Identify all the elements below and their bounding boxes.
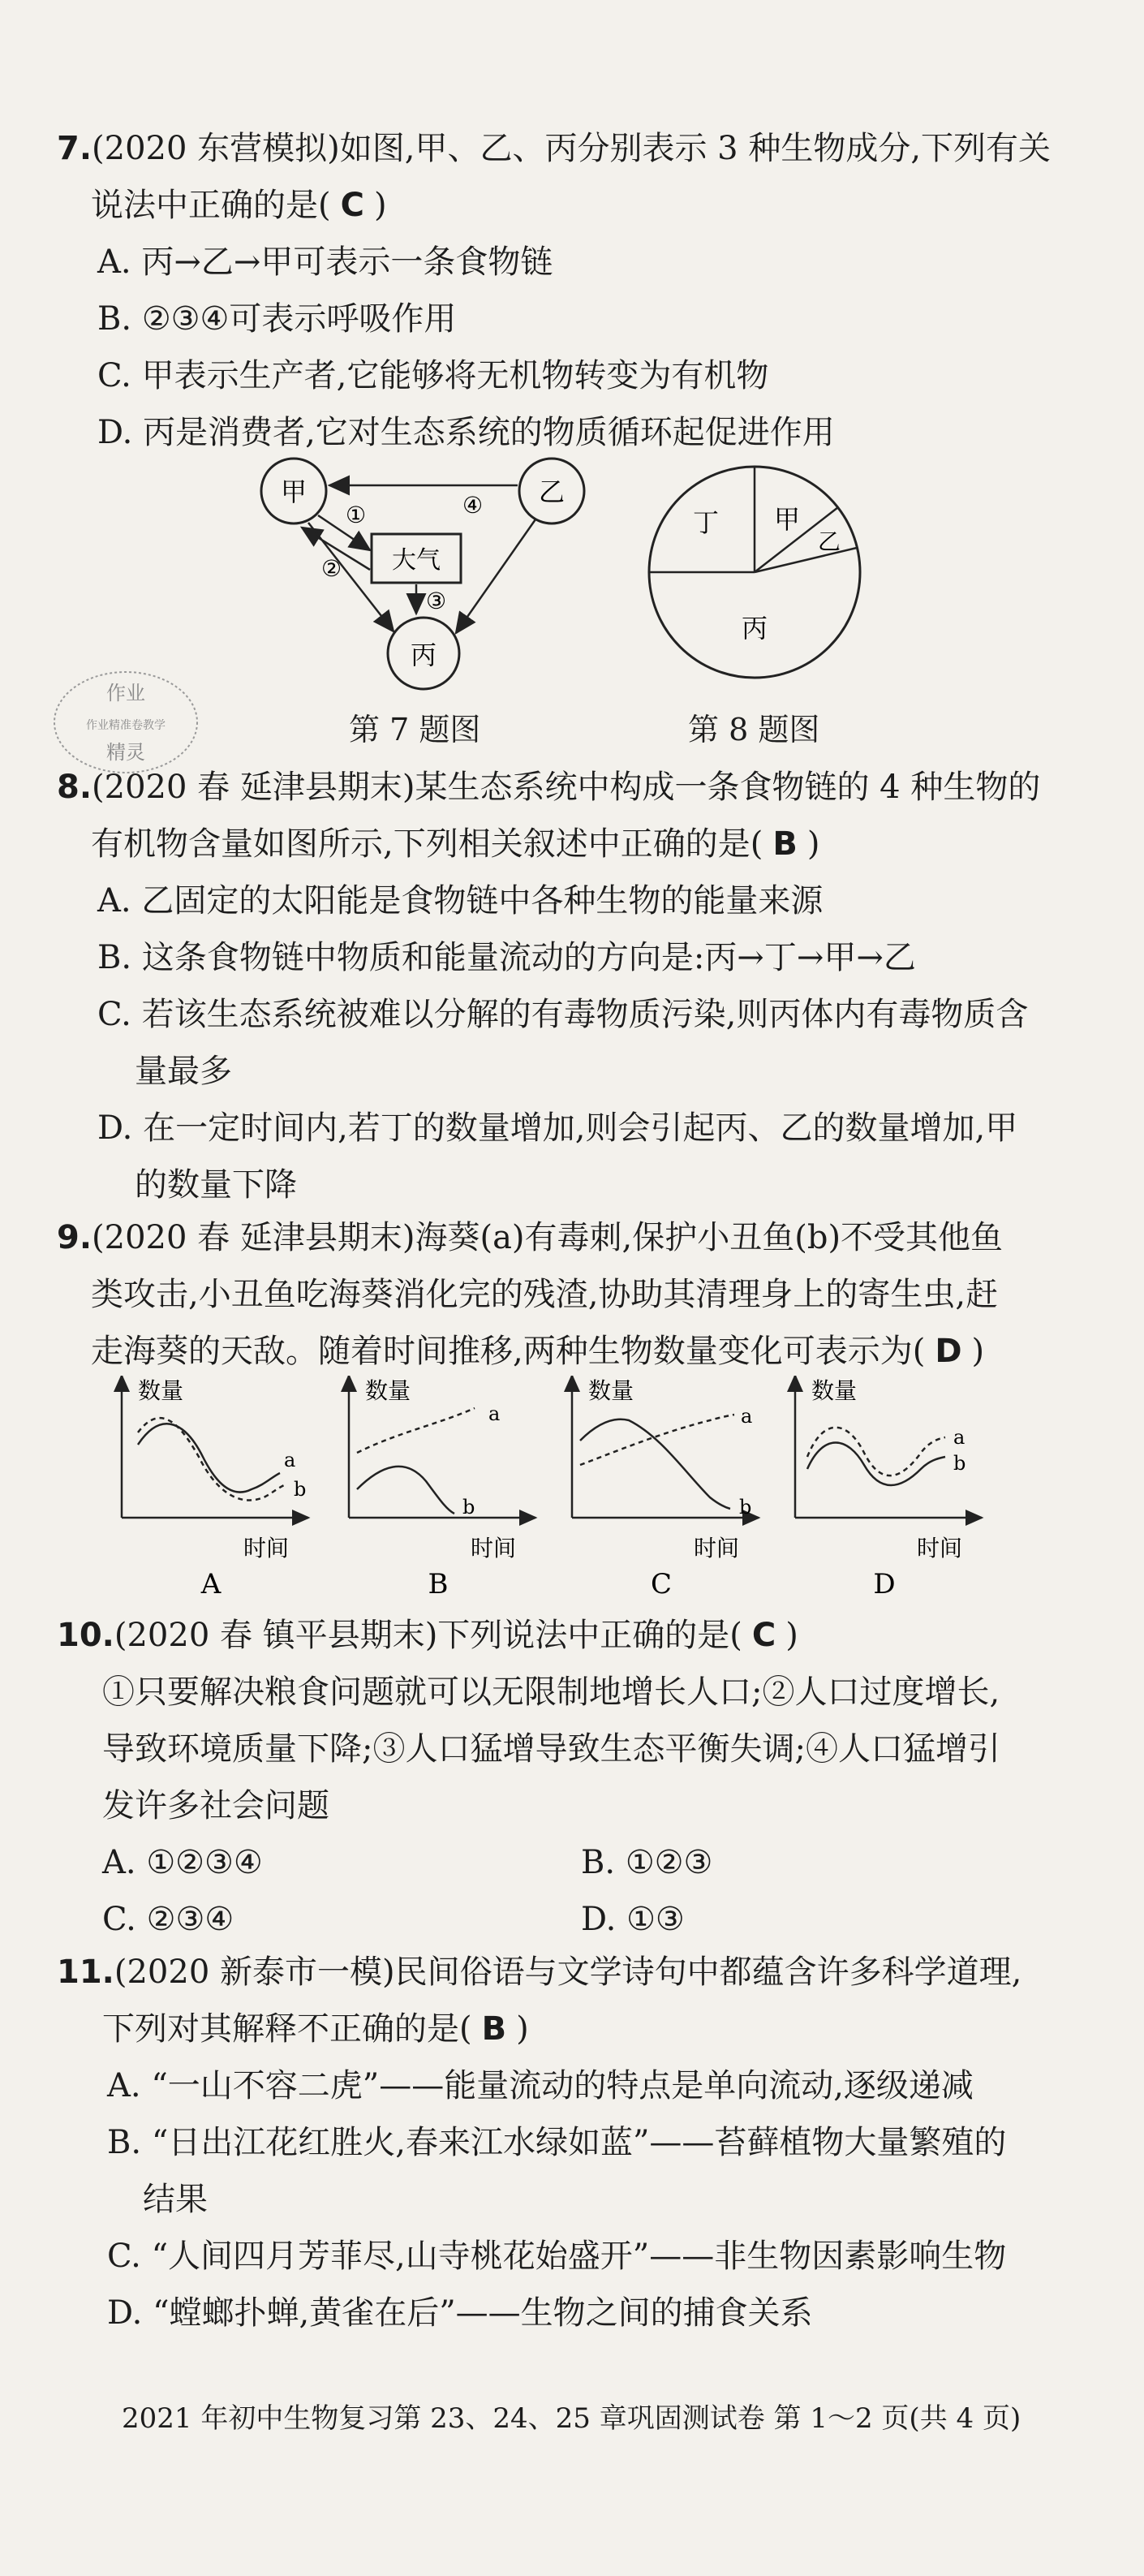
svg-text:数量: 数量 bbox=[138, 1377, 184, 1404]
svg-text:精灵: 精灵 bbox=[106, 741, 145, 764]
figure-7-caption: 第 7 题图 bbox=[349, 712, 481, 747]
pie-label-yi: 乙 bbox=[817, 528, 841, 555]
svg-text:数量: 数量 bbox=[811, 1377, 858, 1404]
svg-text:时间: 时间 bbox=[243, 1535, 290, 1562]
question-10 bbox=[57, 1607, 1087, 1948]
atmosphere-label: 大气 bbox=[392, 546, 441, 575]
q8-option-d-cont: 的数量下降 bbox=[135, 1166, 297, 1204]
q11-stem-line2: 下列对其解释不正确的是( B ) bbox=[102, 2010, 529, 2048]
q10-option-c: C. ②③④ bbox=[102, 1901, 234, 1938]
q10-option-b: B. ①②③ bbox=[581, 1844, 713, 1881]
graph-b bbox=[349, 1376, 535, 1600]
q9-stem-line1: 9.(2020 春 延津县期末)海葵(a)有毒刺,保护小丑鱼(b)不受其他鱼 bbox=[57, 1219, 1004, 1256]
q11-option-d: D. “螳螂扑蝉,黄雀在后”——生物之间的捕食关系 bbox=[107, 2294, 813, 2332]
svg-text:a: a bbox=[488, 1402, 501, 1425]
arrow-1-label: ① bbox=[346, 502, 367, 528]
svg-text:a: a bbox=[741, 1405, 753, 1428]
graph-d-letter: D bbox=[873, 1568, 896, 1600]
q9-number: 9. bbox=[57, 1219, 92, 1256]
question-8 bbox=[57, 759, 1087, 1213]
svg-text:时间: 时间 bbox=[694, 1535, 740, 1562]
pie-label-ding: 丁 bbox=[692, 507, 720, 538]
svg-text:时间: 时间 bbox=[471, 1535, 517, 1562]
q8-stem-line1: 8.(2020 春 延津县期末)某生态系统中构成一条食物链的 4 种生物的 bbox=[57, 769, 1041, 806]
pie-label-bing: 丙 bbox=[741, 613, 768, 644]
svg-text:b: b bbox=[953, 1452, 966, 1475]
q10-number: 10. bbox=[57, 1617, 114, 1654]
svg-text:a: a bbox=[953, 1426, 966, 1449]
q10-options-row2 bbox=[57, 1891, 1087, 1948]
q7-answer: C bbox=[340, 187, 364, 224]
arrow-3-label: ③ bbox=[426, 588, 447, 614]
q10-stem: 10.(2020 春 镇平县期末)下列说法中正确的是( C ) bbox=[57, 1617, 798, 1654]
svg-text:b: b bbox=[462, 1496, 475, 1518]
q9-stem-line2: 类攻击,小丑鱼吃海葵消化完的残渣,协助其清理身上的寄生虫,赶 bbox=[91, 1276, 999, 1313]
graph-c-letter: C bbox=[650, 1568, 673, 1600]
q7-stem-line2: 说法中正确的是( C ) bbox=[91, 187, 387, 224]
question-9 bbox=[57, 1209, 1087, 1380]
q8-option-a: A. 乙固定的太阳能是食物链中各种生物的能量来源 bbox=[97, 882, 824, 920]
q7-option-d: D. 丙是消费者,它对生态系统的物质循环起促进作用 bbox=[97, 414, 835, 451]
svg-text:作业精准卷教学: 作业精准卷教学 bbox=[86, 719, 166, 732]
q10-answer: C bbox=[751, 1617, 776, 1654]
svg-text:数量: 数量 bbox=[588, 1377, 634, 1404]
q9-graphs bbox=[105, 1376, 990, 1603]
q10-option-a: A. ①②③④ bbox=[102, 1844, 263, 1881]
q11-option-b-cont: 结果 bbox=[143, 2181, 208, 2218]
q11-answer: B bbox=[481, 2010, 507, 2048]
graph-b-letter: B bbox=[428, 1568, 449, 1600]
figure-8-caption: 第 8 题图 bbox=[688, 712, 820, 747]
q9-answer: D bbox=[935, 1333, 962, 1370]
q10-body-line1: ①只要解决粮食问题就可以无限制地增长人口;②人口过度增长, bbox=[102, 1674, 1000, 1711]
q8-answer: B bbox=[772, 825, 798, 863]
node-jia-label: 甲 bbox=[280, 476, 308, 507]
q9-stem-line3: 走海葵的天敌。随着时间推移,两种生物数量变化可表示为( D ) bbox=[91, 1333, 985, 1370]
arrow-2-label: ② bbox=[321, 555, 342, 582]
svg-text:数量: 数量 bbox=[365, 1377, 411, 1404]
question-11 bbox=[57, 1944, 1087, 2341]
q8-stem-line2: 有机物含量如图所示,下列相关叙述中正确的是( B ) bbox=[91, 825, 820, 863]
graph-a bbox=[122, 1376, 308, 1600]
q8-option-b: B. 这条食物链中物质和能量流动的方向是:丙→丁→甲→乙 bbox=[97, 939, 916, 976]
graph-a-letter: A bbox=[200, 1568, 221, 1600]
q10-options-row1 bbox=[57, 1834, 1087, 1891]
graph-c bbox=[572, 1376, 759, 1600]
figure-8-pie bbox=[641, 459, 868, 686]
node-bing-label: 丙 bbox=[410, 640, 437, 670]
q11-option-a: A. “一山不容二虎”——能量流动的特点是单向流动,逐级递减 bbox=[107, 2067, 974, 2104]
q7-option-b: B. ②③④可表示呼吸作用 bbox=[97, 300, 457, 338]
q10-body-line2: 导致环境质量下降;③人口猛增导致生态平衡失调;④人口猛增引 bbox=[102, 1730, 1000, 1768]
svg-text:b: b bbox=[294, 1478, 307, 1501]
q10-body-line3: 发许多社会问题 bbox=[102, 1787, 329, 1824]
svg-text:时间: 时间 bbox=[917, 1535, 963, 1562]
q10-option-d: D. ①③ bbox=[581, 1901, 685, 1938]
q11-stem-line1: 11.(2020 新泰市一模)民间俗语与文学诗句中都蕴含许多科学道理, bbox=[57, 1954, 1022, 1991]
q8-option-d: D. 在一定时间内,若丁的数量增加,则会引起丙、乙的数量增加,甲 bbox=[97, 1109, 1018, 1147]
figure-7-diagram bbox=[243, 454, 609, 722]
q7-stem-line1: 7.(2020 东营模拟)如图,甲、乙、丙分别表示 3 种生物成分,下列有关 bbox=[57, 130, 1052, 167]
q7-option-a: A. 丙→乙→甲可表示一条食物链 bbox=[97, 243, 553, 281]
q8-option-c-cont: 量最多 bbox=[135, 1053, 232, 1090]
svg-text:a: a bbox=[284, 1449, 296, 1471]
q7-number: 7. bbox=[57, 130, 92, 167]
q8-number: 8. bbox=[57, 769, 92, 806]
svg-text:b: b bbox=[739, 1496, 752, 1518]
q11-option-c: C. “人间四月芳菲尽,山寺桃花始盛开”——非生物因素影响生物 bbox=[107, 2238, 1007, 2275]
node-yi-label: 乙 bbox=[538, 476, 566, 507]
graph-d bbox=[795, 1376, 982, 1600]
svg-text:作业: 作业 bbox=[106, 682, 145, 704]
question-7 bbox=[57, 120, 1087, 461]
q11-option-b: B. “日出江花红胜火,春来江水绿如蓝”——苔藓植物大量繁殖的 bbox=[107, 2124, 1007, 2161]
page-footer: 2021 年初中生物复习第 23、24、25 章巩固测试卷 第 1～2 页(共 4 页) bbox=[122, 2402, 1021, 2435]
pie-label-jia: 甲 bbox=[773, 504, 801, 535]
q8-option-c: C. 若该生态系统被难以分解的有毒物质污染,则丙体内有毒物质含 bbox=[97, 996, 1029, 1033]
q11-number: 11. bbox=[57, 1954, 114, 1991]
q7-option-c: C. 甲表示生产者,它能够将无机物转变为有机物 bbox=[97, 357, 769, 394]
arrow-4-label: ④ bbox=[462, 492, 484, 519]
